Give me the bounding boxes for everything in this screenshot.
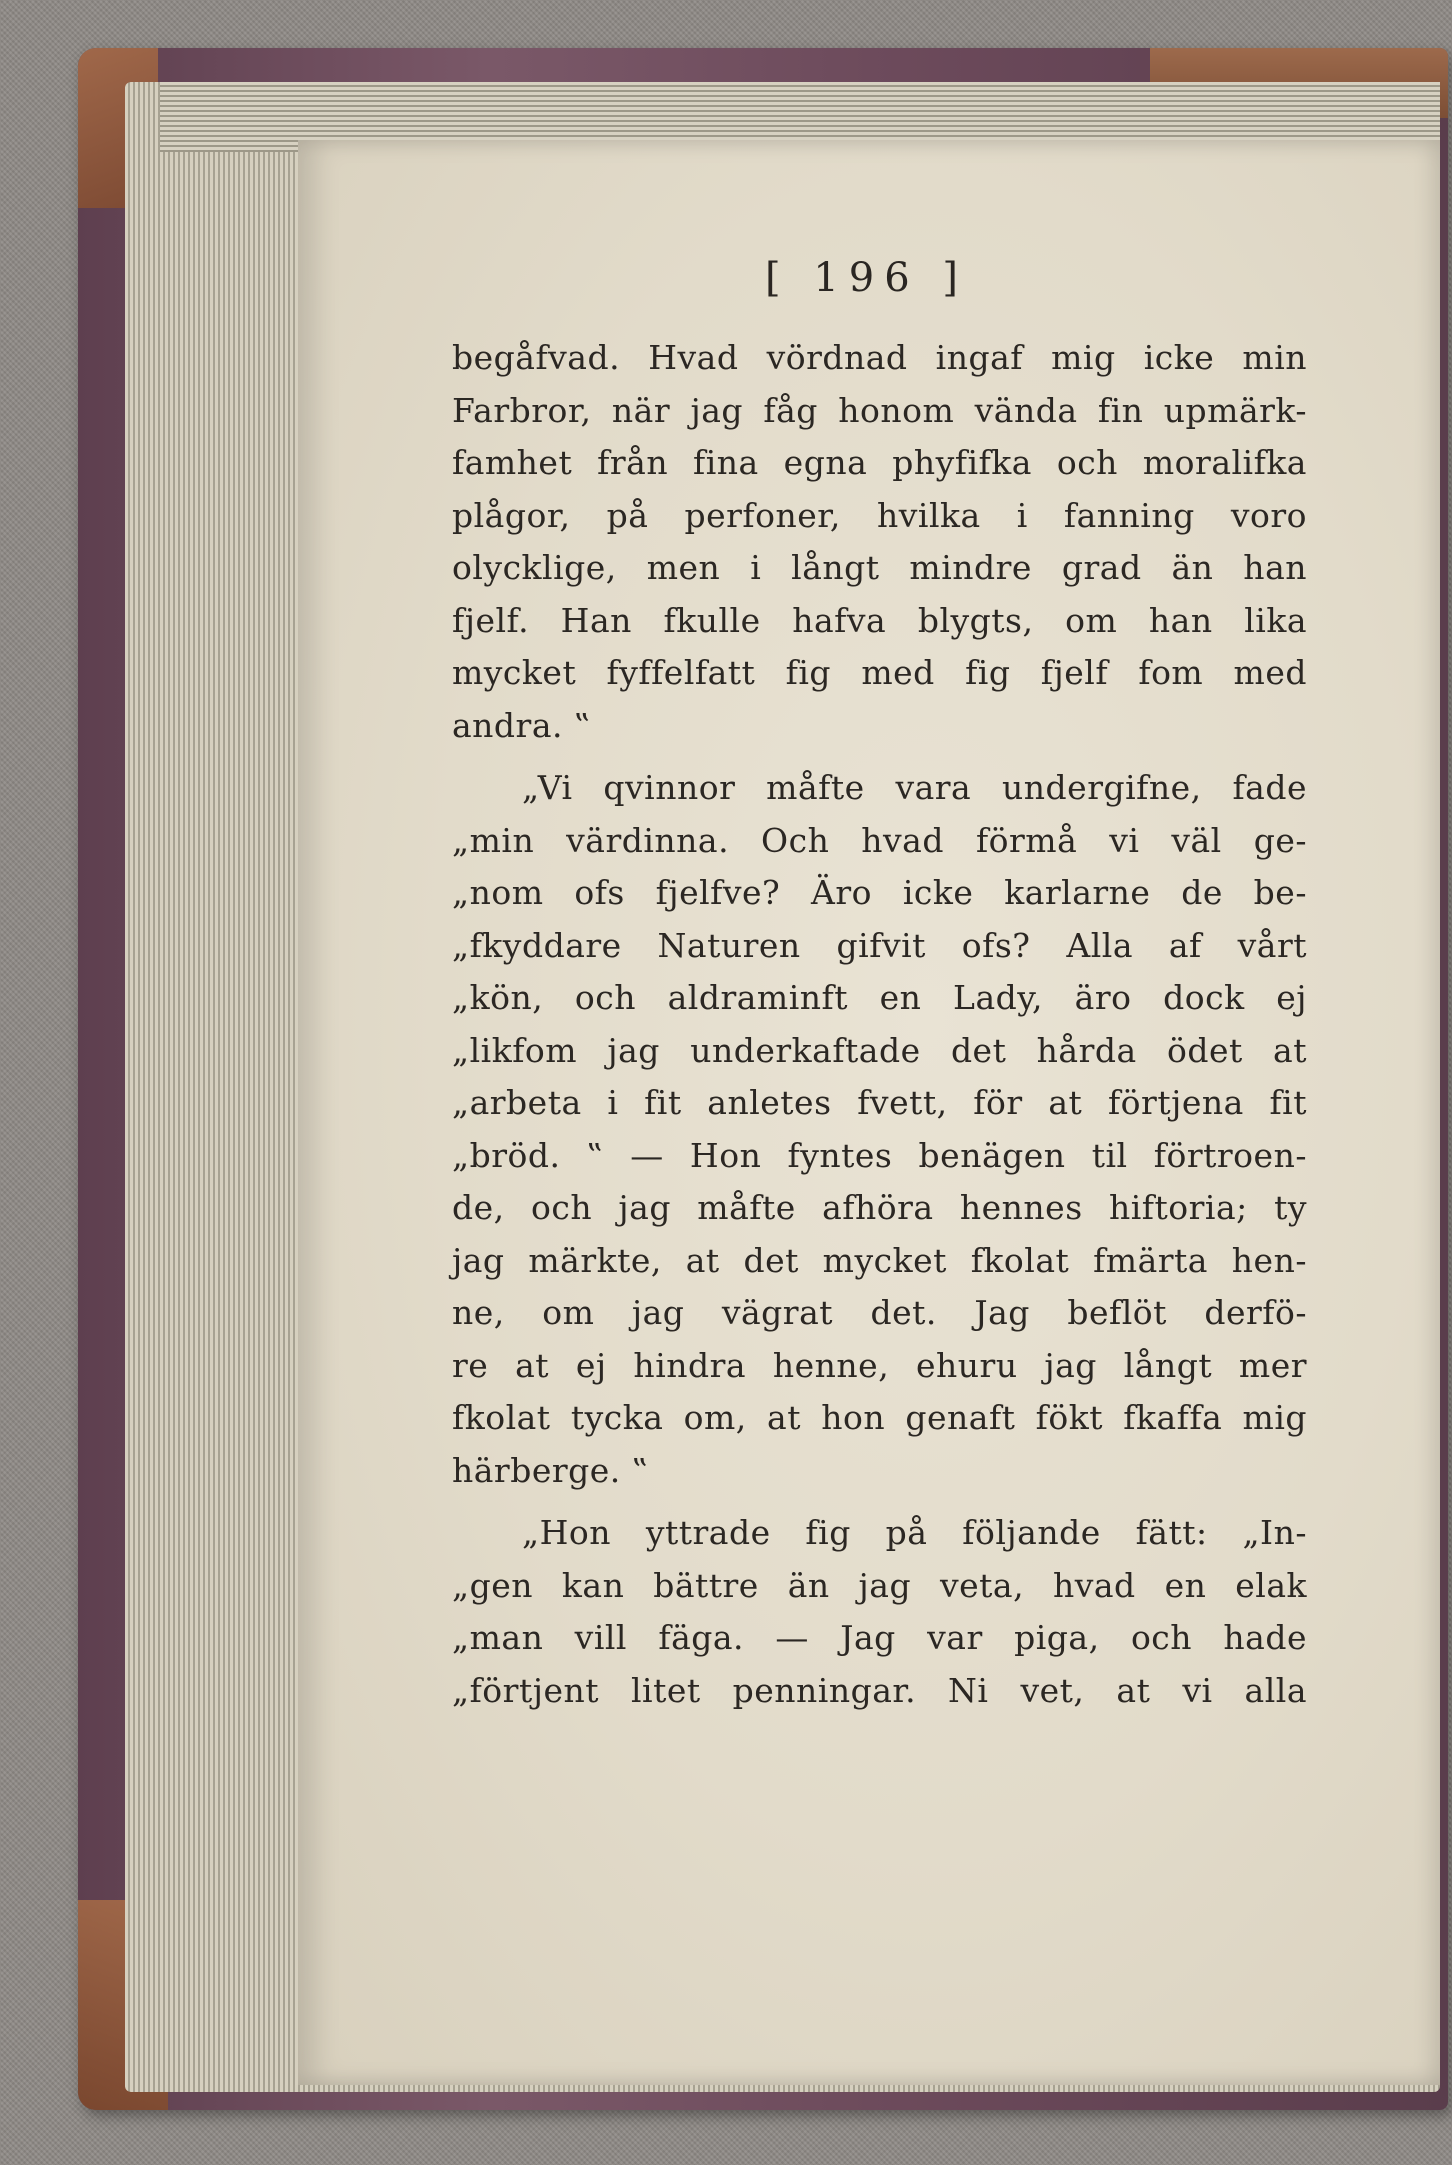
text-line: mycket fyffelfatt fig med fig fjelf fom med	[452, 653, 1307, 692]
text-line: „min värdinna. Och hvad förmå vi väl ge-	[452, 820, 1307, 860]
text-line: de, och jag måfte afhöra hennes hiftoria; ty	[452, 1188, 1307, 1227]
text-line: „arbeta i fit anletes fvett, för at förtjena fit	[452, 1083, 1307, 1122]
text-line: härberge. ‟	[452, 1450, 650, 1490]
text-line: famhet från fina egna phyfifka och moralifka	[452, 443, 1307, 482]
text-line: „fkyddare Naturen gifvit ofs? Alla af vårt	[452, 925, 1307, 965]
text-line: olycklige, men i långt mindre grad än han	[452, 548, 1307, 587]
text-line: plågor, på perfoner, hvilka i fanning voro	[452, 495, 1307, 535]
text-line: „förtjent litet penningar. Ni vet, at vi alla	[452, 1670, 1307, 1710]
text-line: „nom ofs fjelfve? Äro icke karlarne de be-	[452, 873, 1307, 912]
paragraph-3	[452, 1507, 1307, 1560]
text-line: fjelf. Han fkulle hafva blygts, om han lika	[452, 600, 1307, 640]
text-line: „gen kan bättre än jag veta, hvad en elak	[452, 1565, 1307, 1605]
paragraph-1	[452, 332, 1307, 752]
text-line: „likfom jag underkaftade det hårda ödet at	[452, 1030, 1307, 1070]
text-line: „Vi qvinnor måfte vara undergifne, fade	[522, 768, 1307, 807]
page-text	[452, 332, 1307, 1717]
text-line: begåfvad. Hvad vördnad ingaf mig icke min	[452, 338, 1307, 377]
paragraph-3-body	[452, 1560, 1307, 1718]
paragraph-2-body	[452, 815, 1307, 1498]
text-line: re at ej hindra henne, ehuru jag långt mer	[452, 1345, 1307, 1385]
page-number: [ 196 ]	[765, 255, 968, 301]
text-line: jag märkte, at det mycket fkolat fmärta hen-	[452, 1240, 1307, 1280]
text-line: Farbror, när jag fåg honom vända fin upmärk-	[452, 390, 1307, 430]
text-line: „kön, och aldraminft en Lady, äro dock ej	[452, 978, 1307, 1017]
text-line: „Hon yttrade fig på följande fätt: „In-	[522, 1513, 1307, 1552]
paragraph-gap	[452, 1497, 1307, 1507]
text-line: ne, om jag vägrat det. Jag beflöt derfö-	[452, 1293, 1307, 1332]
text-line: fkolat tycka om, at hon genaft fökt fkaffa mig	[452, 1398, 1307, 1437]
text-line: „bröd. ‟ — Hon fyntes benägen til förtroen-	[452, 1135, 1307, 1175]
paragraph-gap	[452, 752, 1307, 762]
text-line: andra. ‟	[452, 705, 592, 745]
text-line: „man vill fäga. — Jag var piga, och hade	[452, 1618, 1307, 1657]
paragraph-2	[452, 762, 1307, 815]
